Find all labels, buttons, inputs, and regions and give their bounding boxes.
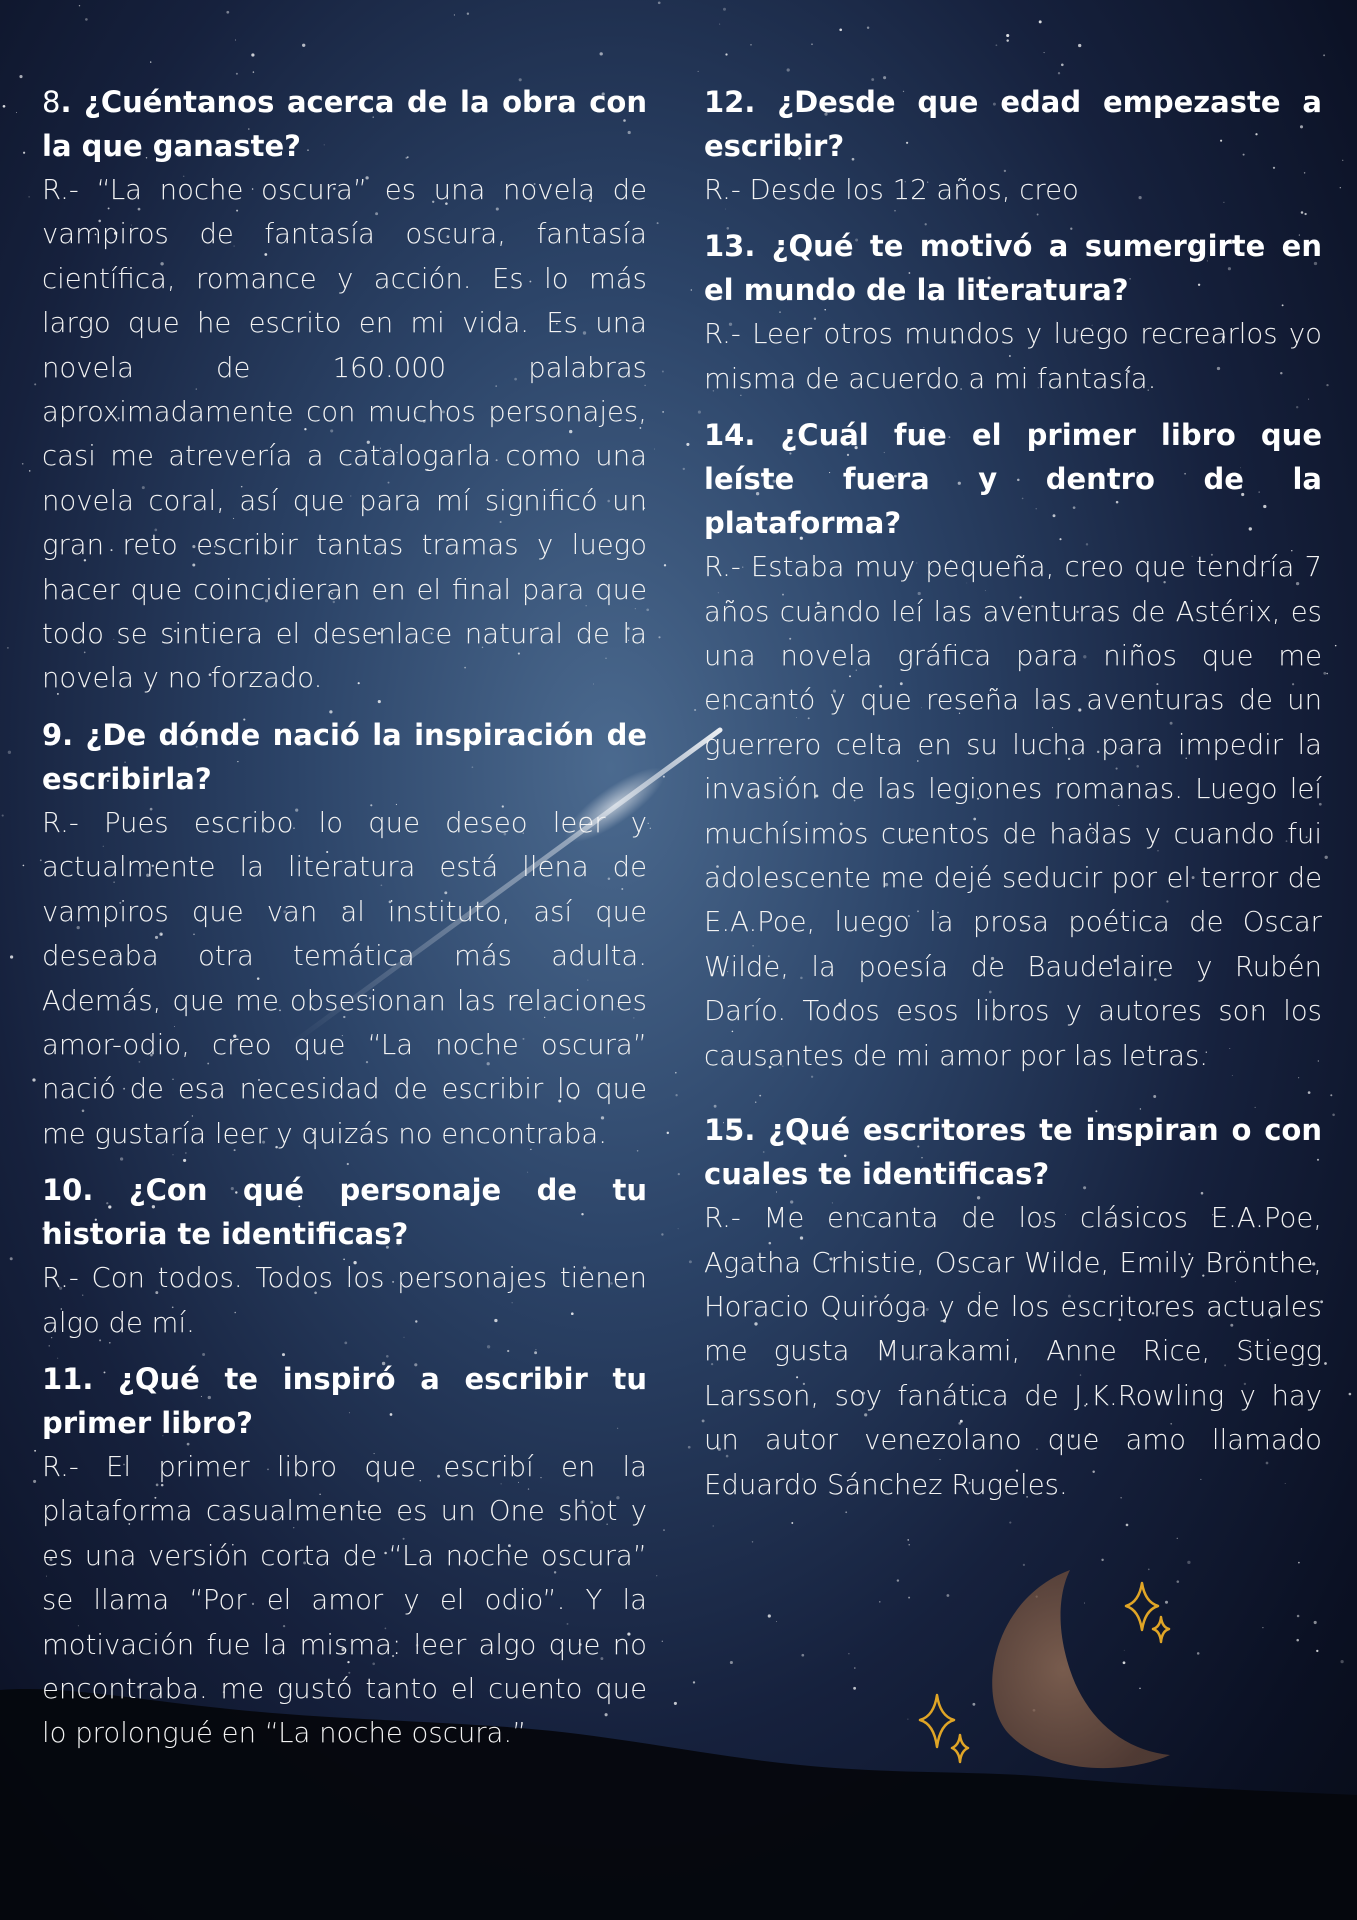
star [853,1687,856,1690]
star [811,43,813,45]
star [648,823,649,824]
question-8 [42,80,647,168]
question-number: 8 [42,85,61,119]
star [1326,384,1328,386]
star [1061,63,1064,66]
star [28,196,29,197]
star [907,1539,909,1541]
star [1078,44,1081,47]
moon-icon [992,1570,1170,1768]
star [226,11,229,14]
star [235,40,236,41]
question-12: 12. ¿Desde que edad empezaste a escribir? [704,85,1322,163]
star [85,18,88,21]
star [867,27,869,29]
answer-14: R.- Estaba muy pequeña, creo que tendría 7 años cuando leí las aventuras de Astérix, es una novela gráfica para niños que me encantó y que reseña las aventuras de un guerrero celta en su lucha para impedir la invasión de las legiones romanas. Luego leí muchísimos cuentos de hadas y cuando fui adolescente me dejé seducir por el terror de E.A.Poe, luego la prosa poética de Oscar Wilde, la poesía de Baudelaire y Rubén Darío. Todos esos libros y autores son los causantes de mi amor por las letras. [704,551,1322,1072]
star [1123,1661,1126,1664]
star [725,53,727,55]
star [768,1614,771,1617]
star [1340,187,1341,188]
qa-item-12 [704,80,1322,212]
star [972,1703,975,1706]
star [10,1257,13,1260]
star [32,1078,35,1081]
star [654,449,655,450]
star [1324,1362,1327,1365]
star [1341,1660,1344,1663]
star [1297,1615,1300,1618]
star [16,112,17,113]
star [686,443,689,446]
qa-item-8 [42,80,647,701]
star [1148,1569,1150,1571]
question-13: 13. ¿Qué te motivó a sumergirte en el mundo de la literatura? [704,229,1322,308]
star [1342,160,1343,161]
question-14: 14. ¿Cuál fue el primer libro que leíste fuera y dentro de la plataforma? [704,418,1322,541]
star [253,71,254,72]
star [10,955,13,958]
star [776,1621,777,1622]
star [1084,1603,1085,1604]
star [689,1260,692,1263]
star [674,1702,677,1705]
star [662,1641,663,1642]
star [947,1594,950,1597]
star [467,13,469,15]
star [1165,1601,1168,1604]
star [839,28,842,31]
star [663,1529,664,1530]
star [650,828,651,829]
star [23,152,25,154]
star [1023,1564,1025,1566]
star [600,52,603,55]
star [34,383,36,385]
star [694,709,696,711]
star [879,1601,880,1602]
star [1325,856,1328,859]
qa-item-10 [42,1168,647,1345]
star [848,1653,849,1654]
star [33,1480,36,1483]
star [29,470,31,472]
qa-item-13 [704,224,1322,401]
star [883,76,886,79]
star [2,815,4,817]
star [1006,34,1009,37]
star [698,411,701,414]
answer-13: R.- Leer otros mundos y luego recrearlos yo misma de acuerdo a mi fantasía. [704,318,1322,395]
star [908,1544,909,1545]
question-11: 11. ¿Qué te inspiró a escribir tu primer libro? [42,1361,647,1440]
qa-item-11 [42,1357,647,1756]
star [658,636,660,638]
question-text: . ¿Cuéntanos acerca de la obra con la que ganaste? [42,85,647,163]
star [1296,1639,1299,1642]
star [664,564,666,566]
star [678,1228,679,1229]
star [801,1654,804,1657]
answer-11: R.- El primer libro que escribí en la plataforma casualmente es un One shot y es una versión corta de “La noche oscura” se llama “Por el amor y el odio”. Y la motivación fue la misma: leer algo que no encontraba. me gustó tanto el cuento que lo prolongué en “La noche oscura.” [42,1450,647,1750]
star [454,14,455,15]
answer-9: R.- Pues escribo lo que deseo leer y actualmente la literatura está llena de vampiros que van al instituto, así que deseaba otra temática más adulta. Además, que me obsesionan las relaciones amor-odio, creo que “La noche oscura” nació de esa necesidad de escribir lo que me gustaría leer y quizás no encontraba. [42,806,647,1150]
star [713,1525,714,1526]
star [675,1072,677,1074]
star [1262,1627,1263,1628]
star [8,751,11,754]
star [1101,1559,1103,1561]
star [908,1597,910,1599]
star [1197,1652,1200,1655]
star [996,44,998,46]
star [1335,645,1337,647]
star [1323,672,1326,675]
star [1124,1650,1125,1651]
star [657,222,659,224]
star [1316,1650,1318,1652]
star [251,53,254,56]
star [22,463,24,465]
star [723,8,726,11]
star [7,647,9,649]
star [150,61,151,62]
left-column [42,80,647,1768]
star [302,44,305,47]
star [1177,1580,1180,1583]
star [787,68,790,71]
star [3,105,6,108]
star [698,71,699,72]
question-10: 10. ¿Con qué personaje de tu historia te identificas? [42,1173,647,1252]
star [1187,1561,1190,1564]
star [34,1450,36,1452]
answer-8: R.- “La noche oscura” es una novela de vampiros de fantasía oscura, fantasía científica, romance y acción. Es lo más largo que he escrito en mi vida. Es una novela de 160.000 palabras aproximadamente con muchos personajes, casi me atrevería a catalogarla como una novela coral, así que para mí significó un gran reto escribir tantas tramas y luego hacer que coincidieran en el final para que todo se sintiera el desenlace natural de la novela y no forzado. [42,174,647,695]
star [662,411,664,413]
star [1044,52,1045,53]
star [1323,54,1325,56]
star [907,1719,908,1720]
star [661,1233,663,1235]
star [79,5,80,6]
star [1298,1562,1300,1564]
star [693,1681,695,1683]
star [1039,20,1042,23]
answer-10: R.- Con todos. Todos los personajes tienen algo de mí. [42,1262,647,1339]
star [691,289,692,290]
star [667,1132,669,1134]
qa-item-15 [704,1108,1322,1507]
star [658,1,661,4]
star [854,1667,856,1669]
star [730,1661,733,1664]
star [897,1579,899,1581]
answer-15: R.- Me encanta de los clásicos E.A.Poe, Agatha Crhistie, Oscar Wilde, Emily Brönthe, Horacio Quiróga y de los escritores actuales me gusta Murakami, Anne Rice, Stiegg Larsson, soy fanática de J.K.Rowling y hay un autor venezolano que amo llamado Eduardo Sánchez Rugeles. [704,1202,1322,1501]
star [678,1173,680,1175]
star [1139,1688,1140,1689]
star [1177,1538,1178,1539]
star [1332,1114,1335,1117]
star [791,1522,793,1524]
star [1006,39,1008,41]
star [1330,1094,1332,1096]
star [656,1575,657,1576]
star [23,865,25,867]
star [662,371,664,373]
star [19,75,22,78]
star [719,24,720,25]
question-9: 9. ¿De dónde nació la inspiración de escribirla? [42,717,647,796]
star [1058,72,1060,74]
answer-12: R.- Desde los 12 años, creo [704,174,1079,206]
star [752,1541,753,1542]
star [675,1094,677,1096]
question-15: 15. ¿Qué escritores te inspiran o con cuales te identificas? [704,1113,1322,1192]
qa-item-14 [704,413,1322,1078]
star [1009,1522,1011,1524]
star [683,468,685,470]
star [1126,1524,1129,1527]
star [1349,1393,1352,1396]
star [1326,673,1328,675]
right-column [704,80,1322,1519]
star [688,1446,691,1449]
star [1314,1621,1317,1624]
star [236,73,238,75]
qa-item-9 [42,713,647,1156]
star [750,44,752,46]
